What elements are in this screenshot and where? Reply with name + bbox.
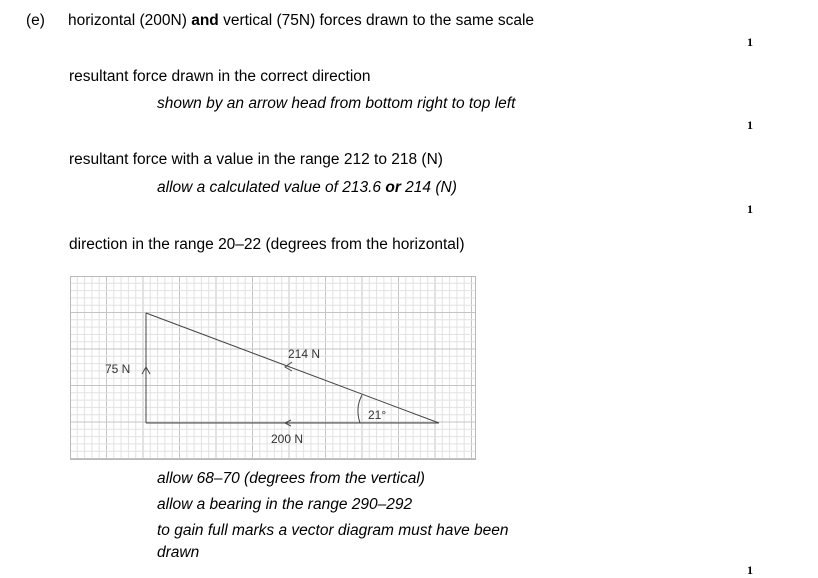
vertical-force-label: 75 N bbox=[105, 362, 131, 376]
criterion-forces-drawn bbox=[68, 11, 534, 31]
note-calculated-value bbox=[157, 178, 457, 198]
angle-label: 21° bbox=[368, 408, 387, 422]
criterion-direction-range: direction in the range 20–22 (degrees from the horizontal) bbox=[69, 236, 465, 253]
note-text: 214 (N) bbox=[400, 179, 457, 196]
mark-3: 1 bbox=[747, 202, 753, 216]
mark-4: 1 bbox=[747, 563, 753, 577]
criterion-text: vertical (75N) forces drawn to the same scale bbox=[218, 12, 535, 29]
criterion-emphasis: and bbox=[191, 12, 219, 29]
criterion-text: horizontal (200N) bbox=[68, 12, 192, 29]
note-bearing-allowance: allow a bearing in the range 290–292 bbox=[157, 496, 413, 513]
mark-1: 1 bbox=[747, 35, 753, 49]
note-full-marks-continued: drawn bbox=[157, 544, 200, 561]
mark-2: 1 bbox=[747, 118, 753, 132]
note-emphasis: or bbox=[385, 179, 401, 196]
horizontal-force-label: 200 N bbox=[271, 432, 304, 446]
vector-diagram bbox=[70, 276, 478, 462]
note-full-marks: to gain full marks a vector diagram must have been bbox=[157, 522, 509, 539]
note-arrow-head: shown by an arrow head from bottom right to top left bbox=[157, 95, 516, 112]
criterion-resultant-value: resultant force with a value in the range 212 to 218 (N) bbox=[69, 151, 443, 168]
resultant-force-label: 214 N bbox=[288, 347, 321, 361]
criterion-resultant-direction: resultant force drawn in the correct direction bbox=[69, 68, 371, 85]
part-label: (e) bbox=[26, 12, 45, 29]
note-vertical-allowance: allow 68–70 (degrees from the vertical) bbox=[157, 470, 425, 487]
note-text: allow a calculated value of 213.6 bbox=[157, 179, 386, 196]
